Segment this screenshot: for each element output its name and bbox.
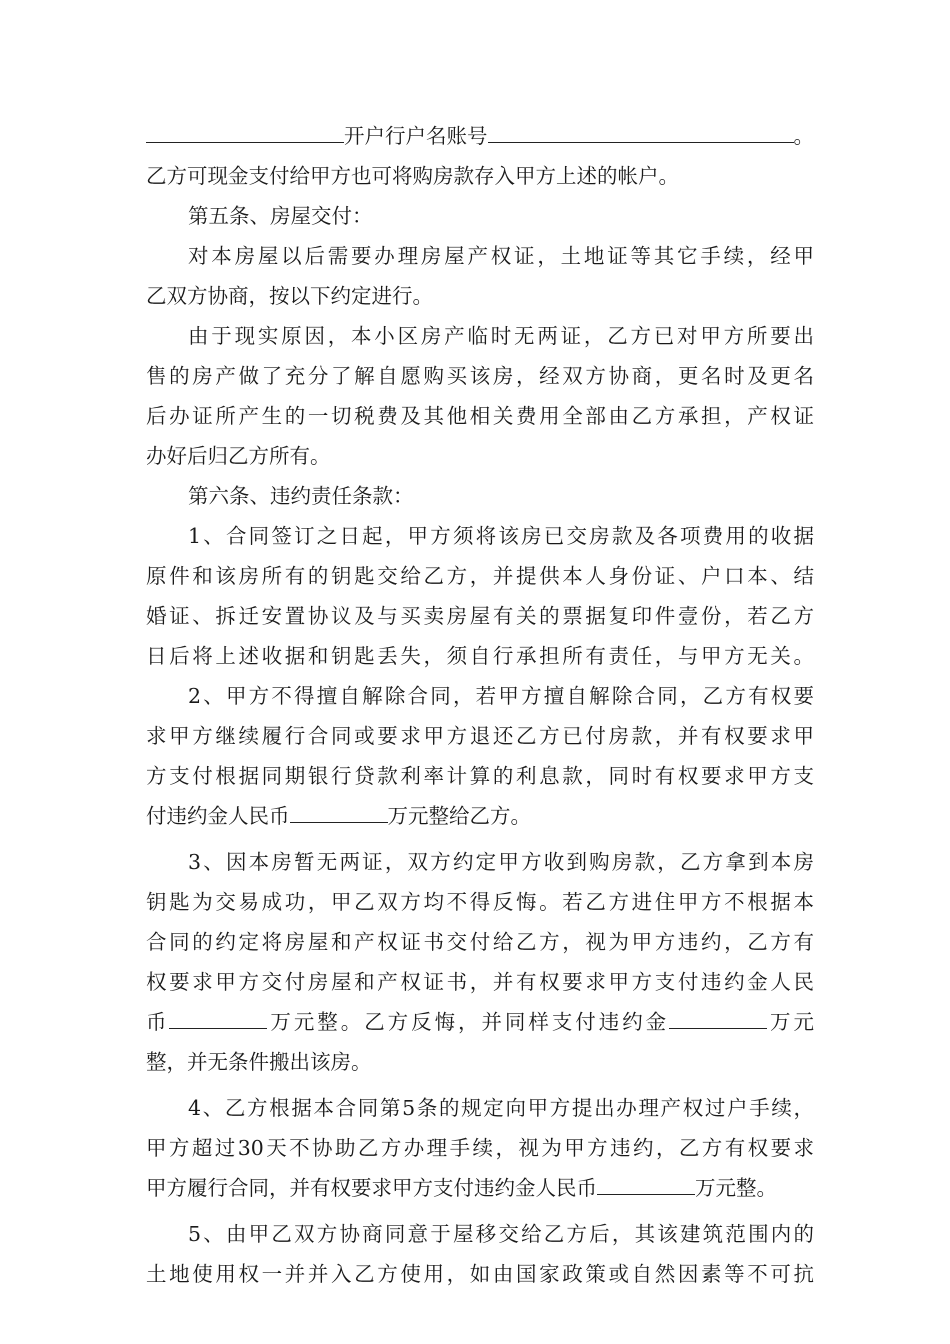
text-segment: 付违约金人民币 [146,804,290,828]
text-line: 5、由甲乙双方协商同意于屋移交给乙方后，其该建筑范围内的 [188,1222,814,1246]
fill-blank [669,1002,767,1029]
text-line: 由于现实原因，本小区房产临时无两证，乙方已对甲方所要出 [188,324,814,348]
text-line: 权要求甲方交付房屋和产权证书，并有权要求甲方支付违约金人民 [146,970,814,994]
text-line: 4、乙方根据本合同第5条的规定向甲方提出办理产权过户手续， [188,1096,814,1120]
text-line: 售的房产做了充分了解自愿购买该房，经双方协商，更名时及更名 [146,364,814,388]
text-line [146,1168,814,1208]
text-line: 3、因本房暂无两证，双方约定甲方收到购房款，乙方拿到本房 [188,850,814,874]
fill-blank [488,116,794,143]
text-line: 合同的约定将房屋和产权证书交付给乙方，视为甲方违约，乙方有 [146,930,814,954]
text-line: 原件和该房所有的钥匙交给乙方，并提供本人身份证、户口本、结 [146,564,814,588]
text-line: 土地使用权一并并入乙方使用，如由国家政策或自然因素等不可抗 [146,1262,814,1286]
text-line: 对本房屋以后需要办理房屋产权证，土地证等其它手续，经甲 [188,244,814,268]
text-line [146,796,814,836]
text-line: 办好后归乙方所有。 [146,444,331,468]
text-line: 后办证所产生的一切税费及其他相关费用全部由乙方承担，产权证 [146,404,814,428]
text-line: 甲方超过30天不协助乙方办理手续，视为甲方违约，乙方有权要求 [146,1136,814,1160]
text-segment: 万元 [767,1010,814,1034]
fill-blank [290,796,388,823]
text-line [146,1002,814,1042]
text-line: 婚证、拆迁安置协议及与买卖房屋有关的票据复印件壹份，若乙方 [146,604,814,628]
text-line: 整，并无条件搬出该房。 [146,1050,372,1074]
text-segment: 开户行户名账号 [344,124,488,148]
text-segment: 。 [793,124,814,148]
text-line: 求甲方继续履行合同或要求甲方退还乙方已付房款，并有权要求甲 [146,724,814,748]
text-line: 乙方可现金支付给甲方也可将购房款存入甲方上述的帐户。 [146,164,679,188]
text-segment: 万元整。 [695,1176,777,1200]
text-line: 日后将上述收据和钥匙丢失，须自行承担所有责任，与甲方无关。 [146,644,814,668]
text-line: 乙双方协商，按以下约定进行。 [146,284,433,308]
text-line [146,116,814,156]
fill-blank [146,116,344,143]
text-segment: 甲方履行合同，并有权要求甲方支付违约金人民币 [146,1176,597,1200]
text-segment: 币 [146,1010,170,1034]
fill-blank [597,1168,695,1195]
text-segment: 万元整。乙方反悔，并同样支付违约金 [267,1010,670,1034]
section-heading: 第六条、违约责任条款： [188,484,414,508]
text-line: 方支付根据同期银行贷款利率计算的利息款，同时有权要求甲方支 [146,764,814,788]
text-line: 1、合同签订之日起，甲方须将该房已交房款及各项费用的收据 [188,524,814,548]
section-heading: 第五条、房屋交付： [188,204,373,228]
text-line: 2、甲方不得擅自解除合同，若甲方擅自解除合同，乙方有权要 [188,684,814,708]
fill-blank [169,1002,267,1029]
text-segment: 万元整给乙方。 [387,804,531,828]
text-line: 钥匙为交易成功，甲乙双方均不得反悔。若乙方进住甲方不根据本 [146,890,814,914]
